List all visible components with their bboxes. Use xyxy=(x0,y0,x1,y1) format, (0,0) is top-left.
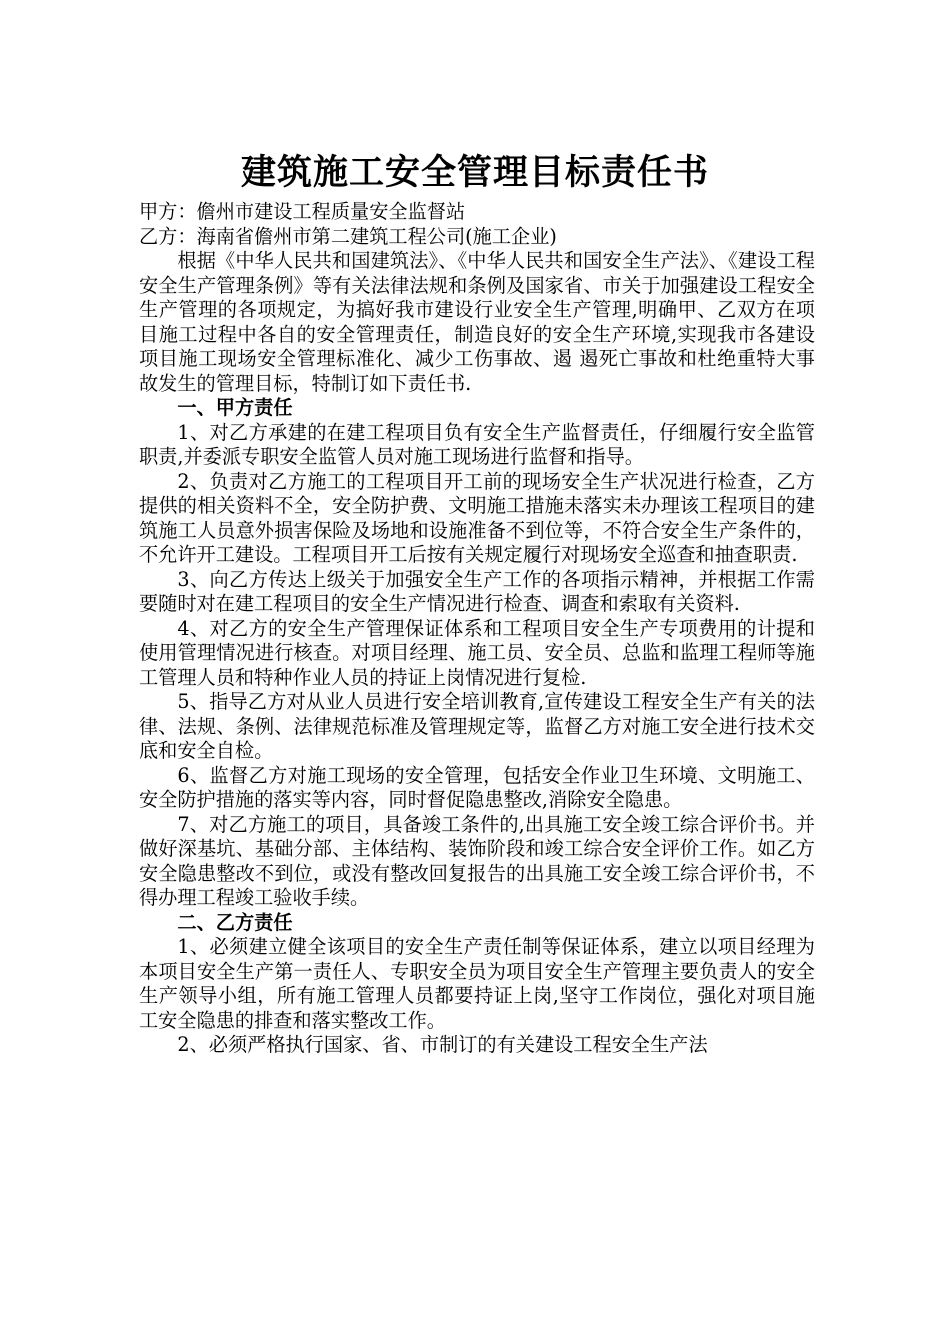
party-a-line: 甲方：儋州市建设工程质量安全监督站 xyxy=(139,200,466,223)
party-a-item-2: 2、负责对乙方施工的工程项目开工前的现场安全生产状况进行检查，乙方提供的相关资料不全，安全防护费、文明施工措施未落实未办理该工程项目的建筑施工人员意外损害保险及场地和设施准备不到位等，不符合安全生产条件的，不允许开工建设。工程项目开工后按有关规定履行对现场安全巡查和抽查职责. xyxy=(139,469,815,566)
party-a-item-4: 4、对乙方的安全生产管理保证体系和工程项目安全生产专项费用的计提和使用管理情况进行核查。对项目经理、施工员、安全员、总监和监理工程师等施工管理人员和特种作业人员的持证上岗情况进行复检. xyxy=(139,616,815,689)
section-heading-party-a: 一、甲方责任 xyxy=(177,396,293,419)
party-b-item-2: 2、必须严格执行国家、省、市制订的有关建设工程安全生产法 xyxy=(177,1033,708,1056)
party-a-item-7: 7、对乙方施工的项目，具备竣工条件的,出具施工安全竣工综合评价书。并做好深基坑、基础分部、主体结构、装饰阶段和竣工综合安全评价工作。如乙方安全隐患整改不到位，或没有整改回复报告的出具施工安全竣工综合评价书，不得办理工程竣工验收手续。 xyxy=(139,812,815,909)
party-a-item-1: 1、对乙方承建的在建工程项目负有安全生产监督责任，仔细履行安全监管职责,并委派专职安全监管人员对施工现场进行监督和指导。 xyxy=(139,420,815,468)
document-body xyxy=(139,200,815,1058)
party-a-item-3: 3、向乙方传达上级关于加强安全生产工作的各项指示精神，并根据工作需要随时对在建工程项目的安全生产情况进行检查、调查和索取有关资料. xyxy=(139,567,815,615)
preamble-paragraph: 根据《中华人民共和国建筑法》、《中华人民共和国安全生产法》、《建设工程安全生产管理条例》等有关法律法规和条例及国家省、市关于加强建设工程安全生产管理的各项规定，为搞好我市建设行业安全生产管理,明确甲、乙双方在项目施工过程中各自的安全管理责任，制造良好的安全生产环境,实现我市各建设项目施工现场安全管理标准化、减少工伤事故、遏 遏死亡事故和杜绝重特大事故发生的管理目标，特制订如下责任书. xyxy=(139,249,815,395)
party-b-item-1: 1、必须建立健全该项目的安全生产责任制等保证体系，建立以项目经理为本项目安全生产第一责任人、专职安全员为项目安全生产管理主要负责人的安全生产领导小组，所有施工管理人员都要持证上岗,坚守工作岗位，强化对项目施工安全隐患的排查和落实整改工作。 xyxy=(139,935,815,1032)
party-a-item-6: 6、监督乙方对施工现场的安全管理，包括安全作业卫生环境、文明施工、安全防护措施的落实等内容，同时督促隐患整改,消除安全隐患。 xyxy=(139,763,815,811)
document-title: 建筑施工安全管理目标责任书 xyxy=(240,153,709,193)
section-heading-party-b: 二、乙方责任 xyxy=(177,910,293,934)
party-b-line: 乙方：海南省儋州市第二建筑工程公司(施工企业) xyxy=(139,224,557,248)
party-a-item-5: 5、指导乙方对从业人员进行安全培训教育,宣传建设工程安全生产有关的法律、法规、条例、法律规范标准及管理规定等，监督乙方对施工安全进行技术交底和安全自检。 xyxy=(139,690,815,762)
